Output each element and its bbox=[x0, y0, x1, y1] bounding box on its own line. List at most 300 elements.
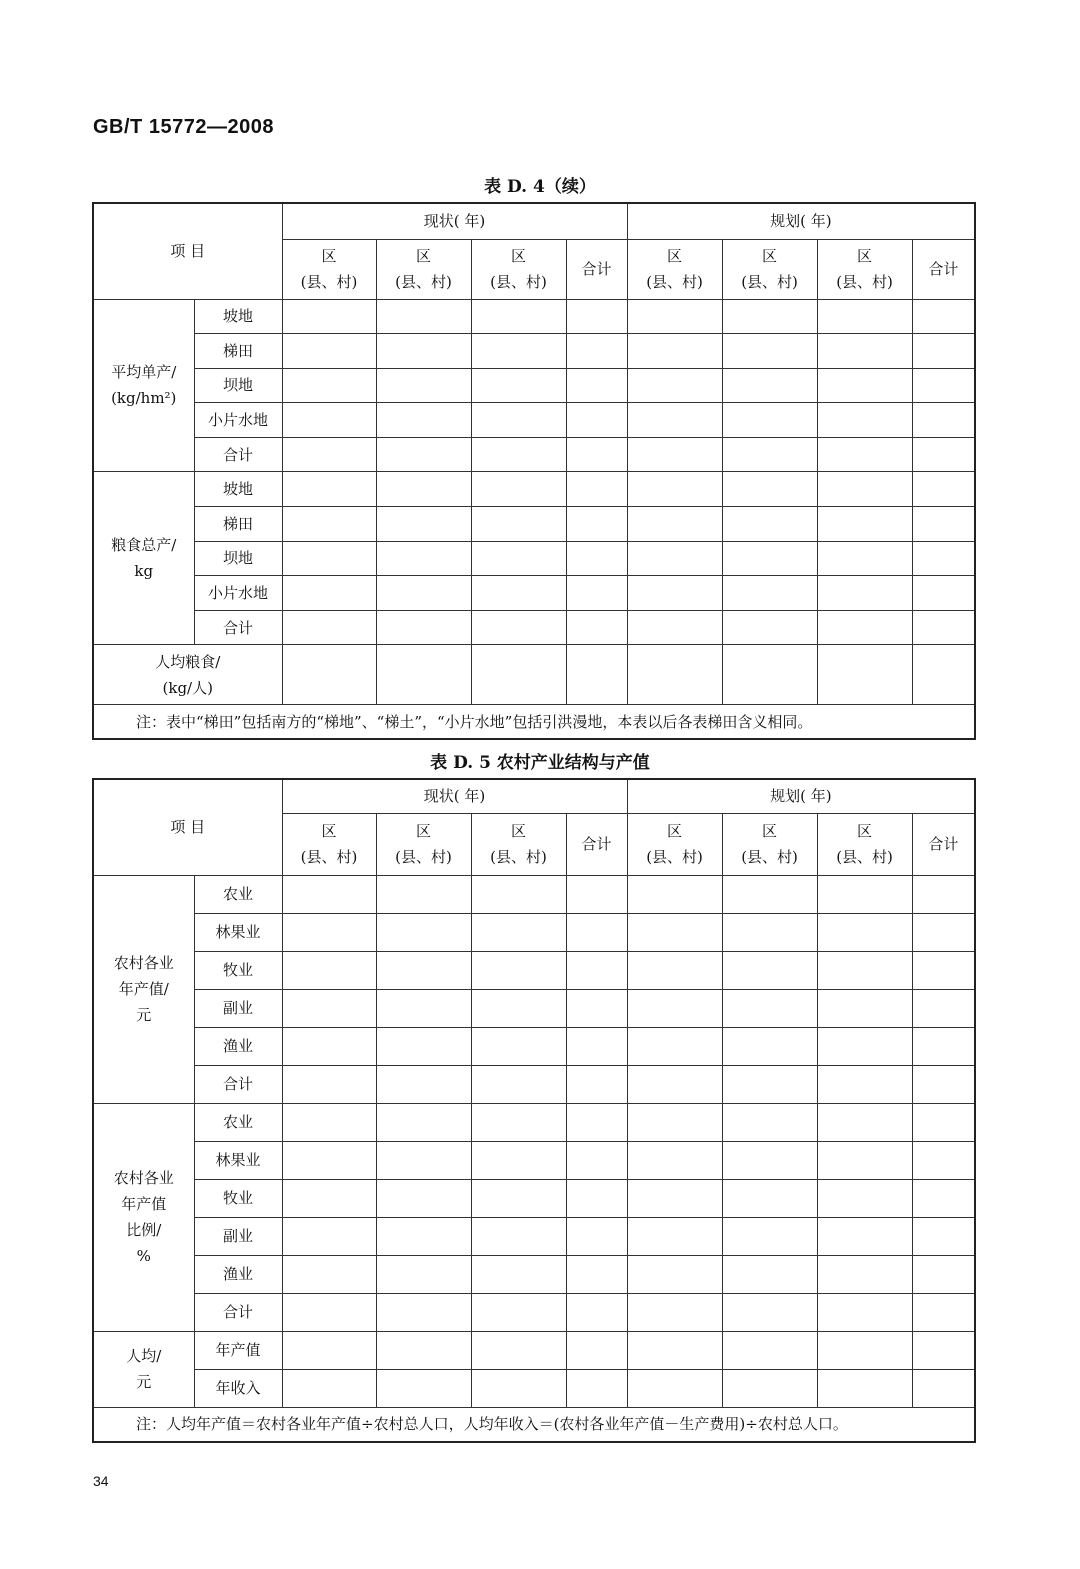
data-cell bbox=[817, 610, 912, 645]
data-cell bbox=[627, 576, 722, 611]
data-cell bbox=[471, 541, 566, 576]
table-row bbox=[93, 875, 975, 913]
standard-code: GB/T 15772—2008 bbox=[93, 116, 274, 138]
plan-header: 规划( 年) bbox=[627, 203, 975, 239]
data-cell bbox=[566, 610, 627, 645]
data-cell bbox=[912, 368, 975, 403]
table-row bbox=[93, 1027, 975, 1065]
column-header bbox=[912, 813, 975, 875]
row-label: 坡地 bbox=[194, 299, 282, 334]
column-header bbox=[376, 239, 471, 299]
data-cell bbox=[471, 645, 566, 705]
note-row bbox=[93, 705, 975, 739]
data-cell bbox=[376, 437, 471, 472]
table-row bbox=[93, 576, 975, 611]
table-row bbox=[93, 951, 975, 989]
row-label: 农业 bbox=[194, 1103, 282, 1141]
cell-text-line: (县、村) bbox=[395, 273, 452, 291]
cell-text-line: (县、村) bbox=[300, 848, 358, 866]
data-cell bbox=[912, 1217, 975, 1255]
row-label: 副业 bbox=[194, 989, 282, 1027]
data-cell bbox=[471, 403, 566, 438]
data-cell bbox=[627, 913, 722, 951]
data-cell bbox=[627, 951, 722, 989]
data-cell bbox=[627, 1293, 722, 1331]
cell-text-line: 粮食总产/ bbox=[111, 536, 177, 555]
table-row bbox=[93, 1065, 975, 1103]
table-row bbox=[93, 1369, 975, 1407]
cell-text-line: (县、村) bbox=[646, 273, 703, 291]
data-cell bbox=[817, 1293, 912, 1331]
cell-text-line: 平均单产/ bbox=[111, 363, 177, 382]
data-cell bbox=[566, 1293, 627, 1331]
data-cell bbox=[627, 368, 722, 403]
row-label: 坡地 bbox=[194, 472, 282, 507]
data-cell bbox=[471, 1065, 566, 1103]
row-label: 年收入 bbox=[194, 1369, 282, 1407]
data-cell bbox=[912, 507, 975, 542]
table-row bbox=[93, 645, 975, 705]
data-cell bbox=[376, 951, 471, 989]
cell-text-line: (县、村) bbox=[300, 273, 358, 291]
data-cell bbox=[722, 1331, 817, 1369]
data-cell bbox=[722, 368, 817, 403]
current-status-header: 现状( 年) bbox=[282, 779, 627, 813]
data-cell bbox=[282, 610, 376, 645]
data-cell bbox=[627, 1065, 722, 1103]
data-cell bbox=[376, 989, 471, 1027]
data-cell bbox=[566, 645, 627, 705]
cell-text-line: 合计 bbox=[581, 259, 612, 278]
row-label: 年产值 bbox=[194, 1331, 282, 1369]
data-cell bbox=[627, 1255, 722, 1293]
data-cell bbox=[722, 951, 817, 989]
cell-text-line: 区 bbox=[415, 246, 431, 265]
row-label: 梯田 bbox=[194, 334, 282, 369]
data-cell bbox=[566, 875, 627, 913]
data-cell bbox=[912, 875, 975, 913]
column-header bbox=[817, 813, 912, 875]
data-cell bbox=[627, 1103, 722, 1141]
cell-text-line: 农村各业 bbox=[113, 953, 174, 972]
data-cell bbox=[722, 875, 817, 913]
data-cell bbox=[722, 1369, 817, 1407]
data-cell bbox=[282, 951, 376, 989]
data-cell bbox=[912, 437, 975, 472]
cell-text-line: (县、村) bbox=[395, 848, 452, 866]
data-cell bbox=[566, 541, 627, 576]
column-header bbox=[566, 813, 627, 875]
data-cell bbox=[817, 875, 912, 913]
data-cell bbox=[912, 1255, 975, 1293]
data-cell bbox=[282, 1179, 376, 1217]
data-cell bbox=[817, 1179, 912, 1217]
cell-text-line: 元 bbox=[136, 1373, 152, 1391]
data-cell bbox=[566, 334, 627, 369]
row-label: 牧业 bbox=[194, 951, 282, 989]
row-label: 小片水地 bbox=[194, 403, 282, 438]
data-cell bbox=[722, 1179, 817, 1217]
column-header bbox=[817, 239, 912, 299]
cell-text-line: 年产值 bbox=[121, 1194, 167, 1213]
column-header bbox=[722, 239, 817, 299]
group-label bbox=[93, 1103, 194, 1331]
note-row bbox=[93, 1407, 975, 1442]
data-cell bbox=[627, 437, 722, 472]
data-cell bbox=[376, 1179, 471, 1217]
row-label: 合计 bbox=[194, 437, 282, 472]
cell-text-line: 区 bbox=[415, 821, 431, 840]
data-cell bbox=[722, 1217, 817, 1255]
cell-text-line: 农村各业 bbox=[113, 1168, 174, 1187]
data-cell bbox=[471, 437, 566, 472]
data-cell bbox=[566, 1331, 627, 1369]
table-row bbox=[93, 507, 975, 542]
data-cell bbox=[282, 1369, 376, 1407]
column-header bbox=[376, 813, 471, 875]
table-d4-caption: 表 D. 4（续） bbox=[484, 177, 596, 197]
data-cell bbox=[282, 645, 376, 705]
column-header bbox=[471, 813, 566, 875]
table-row bbox=[93, 472, 975, 507]
data-cell bbox=[817, 368, 912, 403]
data-cell bbox=[627, 334, 722, 369]
row-label: 坝地 bbox=[194, 368, 282, 403]
cell-text-line: 合计 bbox=[928, 259, 959, 278]
column-header bbox=[282, 813, 376, 875]
row-label: 林果业 bbox=[194, 1141, 282, 1179]
cell-text-line: 人均/ bbox=[126, 1346, 162, 1365]
per-capita-label bbox=[93, 645, 282, 705]
data-cell bbox=[471, 1255, 566, 1293]
data-cell bbox=[282, 1141, 376, 1179]
data-cell bbox=[376, 507, 471, 542]
table-row bbox=[93, 989, 975, 1027]
data-cell bbox=[566, 1065, 627, 1103]
data-cell bbox=[722, 299, 817, 334]
table-row bbox=[93, 334, 975, 369]
data-cell bbox=[627, 403, 722, 438]
data-cell bbox=[627, 875, 722, 913]
data-cell bbox=[471, 507, 566, 542]
row-label: 渔业 bbox=[194, 1027, 282, 1065]
data-cell bbox=[376, 334, 471, 369]
data-cell bbox=[817, 507, 912, 542]
data-cell bbox=[566, 368, 627, 403]
data-cell bbox=[627, 645, 722, 705]
data-cell bbox=[627, 1027, 722, 1065]
table-note: 注：表中“梯田”包括南方的“梯地”、“梯土”，“小片水地”包括引洪漫地，本表以后各表梯田含义相同。 bbox=[93, 705, 975, 739]
data-cell bbox=[817, 403, 912, 438]
data-cell bbox=[722, 1103, 817, 1141]
data-cell bbox=[912, 1027, 975, 1065]
data-cell bbox=[282, 334, 376, 369]
cell-text-line: 区 bbox=[667, 246, 683, 265]
data-cell bbox=[912, 299, 975, 334]
data-cell bbox=[566, 437, 627, 472]
data-cell bbox=[566, 472, 627, 507]
column-header bbox=[282, 239, 376, 299]
data-cell bbox=[282, 1065, 376, 1103]
data-cell bbox=[282, 875, 376, 913]
plan-header: 规划( 年) bbox=[627, 779, 975, 813]
data-cell bbox=[566, 1027, 627, 1065]
data-cell bbox=[817, 576, 912, 611]
data-cell bbox=[722, 645, 817, 705]
cell-text-line: (县、村) bbox=[490, 273, 547, 291]
data-cell bbox=[722, 1141, 817, 1179]
data-cell bbox=[282, 368, 376, 403]
cell-text-line: 区 bbox=[857, 821, 873, 840]
table-row bbox=[93, 368, 975, 403]
data-cell bbox=[912, 472, 975, 507]
row-label: 合计 bbox=[194, 1293, 282, 1331]
data-cell bbox=[912, 334, 975, 369]
data-cell bbox=[282, 989, 376, 1027]
cell-text-line: 区 bbox=[321, 246, 337, 265]
table-row bbox=[93, 299, 975, 334]
current-status-header: 现状( 年) bbox=[282, 203, 627, 239]
data-cell bbox=[471, 951, 566, 989]
data-cell bbox=[376, 299, 471, 334]
table-row bbox=[93, 610, 975, 645]
header-row bbox=[93, 203, 975, 239]
group-label bbox=[93, 1331, 194, 1407]
data-cell bbox=[282, 299, 376, 334]
data-cell bbox=[912, 645, 975, 705]
data-cell bbox=[566, 576, 627, 611]
cell-text-line: 区 bbox=[667, 821, 683, 840]
data-cell bbox=[282, 541, 376, 576]
row-label: 合计 bbox=[194, 610, 282, 645]
data-cell bbox=[722, 541, 817, 576]
data-cell bbox=[471, 334, 566, 369]
data-cell bbox=[376, 1255, 471, 1293]
column-header bbox=[912, 239, 975, 299]
data-cell bbox=[566, 1103, 627, 1141]
data-cell bbox=[566, 989, 627, 1027]
data-cell bbox=[627, 299, 722, 334]
column-header bbox=[722, 813, 817, 875]
data-cell bbox=[282, 1103, 376, 1141]
data-cell bbox=[282, 507, 376, 542]
data-cell bbox=[627, 541, 722, 576]
data-cell bbox=[566, 403, 627, 438]
data-cell bbox=[282, 1293, 376, 1331]
table-row bbox=[93, 437, 975, 472]
row-label: 梯田 bbox=[194, 507, 282, 542]
data-cell bbox=[817, 1103, 912, 1141]
data-cell bbox=[282, 576, 376, 611]
data-cell bbox=[912, 1293, 975, 1331]
cell-text-line: 合计 bbox=[928, 834, 959, 853]
data-cell bbox=[282, 472, 376, 507]
data-cell bbox=[912, 576, 975, 611]
data-cell bbox=[566, 913, 627, 951]
table-d5 bbox=[92, 778, 976, 1443]
data-cell bbox=[722, 403, 817, 438]
data-cell bbox=[376, 1331, 471, 1369]
data-cell bbox=[912, 1103, 975, 1141]
cell-text-line: 区 bbox=[762, 821, 778, 840]
data-cell bbox=[471, 610, 566, 645]
data-cell bbox=[471, 1179, 566, 1217]
data-cell bbox=[471, 472, 566, 507]
data-cell bbox=[912, 951, 975, 989]
data-cell bbox=[566, 1369, 627, 1407]
data-cell bbox=[282, 1331, 376, 1369]
data-cell bbox=[817, 472, 912, 507]
data-cell bbox=[817, 1065, 912, 1103]
column-header bbox=[627, 813, 722, 875]
data-cell bbox=[566, 1217, 627, 1255]
data-cell bbox=[282, 1027, 376, 1065]
row-label: 副业 bbox=[194, 1217, 282, 1255]
cell-text-line: 区 bbox=[321, 821, 337, 840]
data-cell bbox=[722, 1027, 817, 1065]
data-cell bbox=[722, 913, 817, 951]
row-label: 林果业 bbox=[194, 913, 282, 951]
data-cell bbox=[912, 1065, 975, 1103]
data-cell bbox=[627, 1179, 722, 1217]
data-cell bbox=[566, 1179, 627, 1217]
item-header: 项 目 bbox=[93, 203, 282, 299]
item-header: 项 目 bbox=[93, 779, 282, 875]
data-cell bbox=[376, 541, 471, 576]
data-cell bbox=[627, 1331, 722, 1369]
cell-text-line: (县、村) bbox=[741, 848, 798, 866]
group-label bbox=[93, 299, 194, 472]
table-row bbox=[93, 541, 975, 576]
column-header bbox=[566, 239, 627, 299]
table-d5-caption: 表 D. 5 农村产业结构与产值 bbox=[430, 753, 650, 773]
data-cell bbox=[282, 913, 376, 951]
data-cell bbox=[817, 989, 912, 1027]
cell-text-line: 人均粮食/ bbox=[155, 652, 221, 671]
data-cell bbox=[817, 1369, 912, 1407]
group-label bbox=[93, 472, 194, 645]
table-note: 注：人均年产值＝农村各业年产值÷农村总人口，人均年收入＝(农村各业年产值－生产费用)÷农村总人口。 bbox=[93, 1407, 975, 1442]
data-cell bbox=[627, 472, 722, 507]
data-cell bbox=[722, 1293, 817, 1331]
table-row bbox=[93, 1255, 975, 1293]
row-label: 农业 bbox=[194, 875, 282, 913]
cell-text-line: (县、村) bbox=[741, 273, 798, 291]
table-row bbox=[93, 1331, 975, 1369]
data-cell bbox=[566, 507, 627, 542]
column-header bbox=[627, 239, 722, 299]
row-label: 小片水地 bbox=[194, 576, 282, 611]
data-cell bbox=[471, 875, 566, 913]
cell-text-line: (县、村) bbox=[836, 273, 893, 291]
data-cell bbox=[471, 299, 566, 334]
data-cell bbox=[376, 610, 471, 645]
row-label: 牧业 bbox=[194, 1179, 282, 1217]
cell-text-line: (kg/hm²) bbox=[111, 389, 177, 408]
data-cell bbox=[471, 989, 566, 1027]
row-label: 坝地 bbox=[194, 541, 282, 576]
data-cell bbox=[282, 1217, 376, 1255]
cell-text-line: 区 bbox=[857, 246, 873, 265]
data-cell bbox=[376, 1293, 471, 1331]
data-cell bbox=[912, 1179, 975, 1217]
data-cell bbox=[817, 645, 912, 705]
data-cell bbox=[817, 334, 912, 369]
cell-text-line: (县、村) bbox=[836, 848, 893, 866]
cell-text-line: 区 bbox=[762, 246, 778, 265]
data-cell bbox=[722, 989, 817, 1027]
cell-text-line: 合计 bbox=[581, 834, 612, 853]
data-cell bbox=[817, 1027, 912, 1065]
data-cell bbox=[817, 541, 912, 576]
table-row bbox=[93, 913, 975, 951]
data-cell bbox=[722, 472, 817, 507]
data-cell bbox=[912, 610, 975, 645]
table-row bbox=[93, 1103, 975, 1141]
table-row bbox=[93, 1179, 975, 1217]
cell-text-line: (县、村) bbox=[646, 848, 703, 866]
data-cell bbox=[912, 1369, 975, 1407]
cell-text-line: 区 bbox=[510, 246, 526, 265]
cell-text-line: (kg/人) bbox=[162, 678, 213, 697]
cell-text-line: (县、村) bbox=[490, 848, 547, 866]
cell-text-line: 区 bbox=[510, 821, 526, 840]
table-d4 bbox=[92, 202, 976, 740]
data-cell bbox=[817, 1331, 912, 1369]
data-cell bbox=[722, 1255, 817, 1293]
data-cell bbox=[376, 403, 471, 438]
data-cell bbox=[471, 1369, 566, 1407]
group-label bbox=[93, 875, 194, 1103]
data-cell bbox=[722, 610, 817, 645]
cell-text-line: 比例/ bbox=[126, 1221, 162, 1239]
page-number: 34 bbox=[93, 1473, 109, 1489]
data-cell bbox=[376, 368, 471, 403]
data-cell bbox=[471, 1027, 566, 1065]
table-row bbox=[93, 1217, 975, 1255]
cell-text-line: % bbox=[136, 1247, 151, 1266]
data-cell bbox=[376, 1217, 471, 1255]
cell-text-line: 元 bbox=[136, 1006, 152, 1025]
data-cell bbox=[471, 1141, 566, 1179]
data-cell bbox=[471, 368, 566, 403]
data-cell bbox=[566, 1255, 627, 1293]
data-cell bbox=[722, 576, 817, 611]
data-cell bbox=[376, 875, 471, 913]
data-cell bbox=[722, 437, 817, 472]
column-header bbox=[471, 239, 566, 299]
data-cell bbox=[376, 1103, 471, 1141]
data-cell bbox=[471, 1217, 566, 1255]
data-cell bbox=[282, 1255, 376, 1293]
data-cell bbox=[912, 403, 975, 438]
data-cell bbox=[817, 1255, 912, 1293]
data-cell bbox=[376, 576, 471, 611]
data-cell bbox=[471, 913, 566, 951]
data-cell bbox=[912, 989, 975, 1027]
data-cell bbox=[627, 1369, 722, 1407]
data-cell bbox=[627, 1217, 722, 1255]
data-cell bbox=[471, 1331, 566, 1369]
data-cell bbox=[817, 1217, 912, 1255]
data-cell bbox=[817, 437, 912, 472]
data-cell bbox=[627, 989, 722, 1027]
data-cell bbox=[282, 403, 376, 438]
cell-text-line: 年产值/ bbox=[118, 979, 169, 998]
data-cell bbox=[722, 1065, 817, 1103]
data-cell bbox=[912, 541, 975, 576]
row-label: 渔业 bbox=[194, 1255, 282, 1293]
